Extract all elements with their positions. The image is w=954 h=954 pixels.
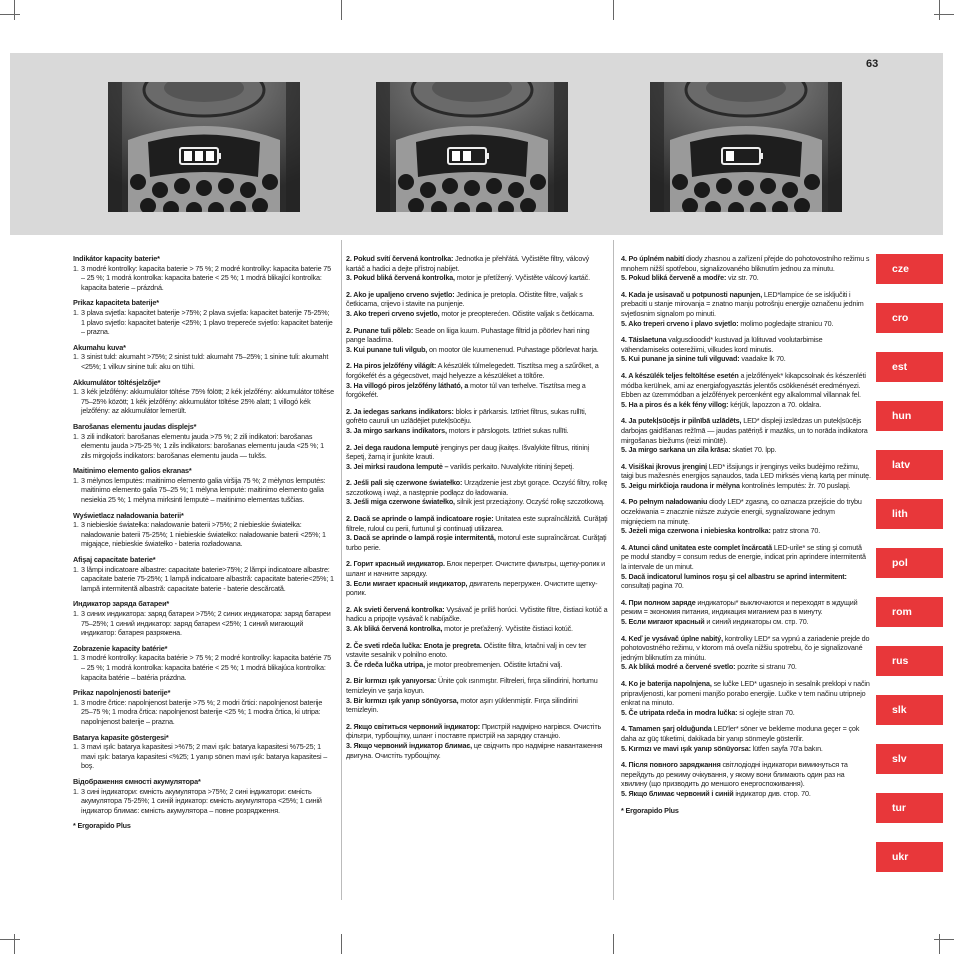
instruction-line bbox=[346, 345, 608, 355]
instruction-text: įrenginys per daug įkaitęs. Išvalykite filtrus, ritininį šepetį, žarną ir įjunkite krauti. bbox=[346, 442, 590, 462]
instruction-bold: 5. Ak bliká modré a červené svetlo: bbox=[621, 662, 736, 672]
instruction-text: світлодіодні індикатори вимикнуться та перейдуть до режиму очікування, у якому вони блимають один раз на хвилину (що призводить до меншого енергоспоживання). bbox=[621, 760, 848, 789]
list-item bbox=[73, 432, 335, 461]
instruction-paragraph bbox=[621, 462, 871, 491]
section-title: Maitinimo elemento galios ekranas* bbox=[73, 466, 192, 476]
instruction-line bbox=[621, 462, 871, 481]
crop-mark bbox=[14, 0, 15, 20]
instruction-paragraph bbox=[621, 497, 871, 535]
battery-section bbox=[73, 688, 335, 726]
instruction-bold: 3. Jeśli miga czerwone światełko, bbox=[346, 497, 455, 507]
instruction-text: consultaţi pagina 70. bbox=[621, 581, 684, 591]
language-tab-latv[interactable]: latv bbox=[876, 450, 943, 480]
item-text: 3 zili indikatori: barošanas elementu jauda >75 %; 2 zili indikatori: barošanas elementu jauda >75-25 %; 1 zils indikators: barošanas elementu jauda <25 %; 1 zils mirgojošs indikators: barošanas elementu jauda — tukšs. bbox=[81, 431, 324, 460]
instruction-text: LED-urile* se sting şi comută pe modul standby = consum redus de energie, indicat prin aprindere intermitentă la intervale de un minut. bbox=[621, 542, 866, 572]
instruction-paragraph bbox=[346, 722, 608, 760]
red-light-paragraphs bbox=[346, 254, 608, 760]
instruction-line bbox=[621, 273, 871, 283]
item-text: 3 modre črtice: napolnjenost baterije >75 %; 2 modri črtici: napolnjenost baterije 25–75 %; 1 modra črtica: napolnjenost baterije <25 %; 1 modra črtica, ki utripa: napolnjenost baterije – prazna. bbox=[81, 697, 323, 726]
item-number: 1. bbox=[73, 520, 79, 530]
instruction-line bbox=[346, 660, 608, 670]
instruction-line bbox=[346, 605, 608, 624]
instruction-line bbox=[621, 708, 871, 718]
instruction-paragraph bbox=[346, 407, 608, 436]
section-title: Prikaz kapaciteta baterije* bbox=[73, 298, 159, 308]
instruction-paragraph bbox=[621, 254, 871, 283]
section-title: Wyświetlacz naładowania baterii* bbox=[73, 510, 184, 520]
instruction-line bbox=[621, 543, 871, 572]
page-number: 63 bbox=[866, 58, 879, 70]
battery-section bbox=[73, 422, 335, 460]
item-number: 1. bbox=[73, 475, 79, 485]
crop-mark bbox=[14, 934, 15, 954]
language-tab-rom[interactable]: rom bbox=[876, 597, 943, 627]
instruction-text: Urządzenie jest zbyt gorące. Oczyść filtry, rolkę szczotkową i wąż, a następnie podłącz do ładowania. bbox=[346, 478, 608, 497]
instruction-bold: 2. Jei dega raudona lemputė bbox=[346, 442, 439, 452]
item-text: 3 сині індикатори: ємність акумулятора >75%; 2 сині індикатори: ємність акумулятора 75-25%; 1 синій індикатор: ємність акумулятора <25%; 1 синій індикатор блимає: ємність акумулятора – повне розрядження. bbox=[81, 786, 322, 815]
battery-indicator-bar bbox=[463, 151, 471, 161]
instruction-bold: 4. Keď je vysávač úplne nabitý, bbox=[621, 633, 723, 643]
instruction-paragraph bbox=[621, 416, 871, 454]
section-title: Akkumulátor töltésjelzője* bbox=[73, 377, 161, 387]
instruction-line bbox=[621, 617, 871, 627]
instruction-text: LED* išsijungs ir įrenginys veiks budėjimo režimu, taigi bus mažesnės energijos sąnaudos, tada LED mirksės vieną kartą per minutę. bbox=[621, 461, 871, 481]
instruction-bold: 5. Če utripata rdeča in modra lučka: bbox=[621, 707, 738, 717]
crop-mark bbox=[934, 14, 954, 15]
instruction-bold: 3. Dacă se aprinde o lampă roşie intermitentă, bbox=[346, 533, 496, 543]
instruction-paragraph bbox=[346, 326, 608, 355]
instruction-line bbox=[621, 598, 871, 617]
instruction-text: se lučke LED* ugasnejo in sesalnik preklopi v način pripravljenosti, kar pomeni manjšo porabo energije. Lučke v tem načinu utripnejo enkrat na minuto. bbox=[621, 678, 870, 708]
instruction-line bbox=[346, 326, 608, 345]
item-number: 1. bbox=[73, 387, 79, 397]
section-title: Відображення ємності акумулятора* bbox=[73, 776, 201, 786]
vacuum-battery-indicator-image bbox=[108, 82, 300, 212]
instruction-text: kontrolky LED* sa vypnú a zariadenie prejde do pohotovostného režimu, v ktorom má oveľa nižšiu spotrebu, čo je signalizované jedným bliknutím za minútu. bbox=[621, 633, 870, 662]
instruction-paragraph bbox=[346, 254, 608, 283]
instruction-text: bloks ir pārkarsis. Iztīriet filtrus, sukas rullīti, gofrēto cauruli un uzlādējiet putekļsūcēju. bbox=[346, 406, 587, 426]
item-number: 1. bbox=[73, 786, 79, 796]
instruction-text: Блок перегрет. Очистите фильтры, щетку-ролик и шланг и начните зарядку. bbox=[346, 559, 606, 579]
instruction-line bbox=[346, 309, 608, 319]
instruction-paragraph bbox=[621, 371, 871, 409]
battery-section bbox=[73, 644, 335, 682]
language-tab-slv[interactable]: slv bbox=[876, 744, 943, 774]
instruction-line bbox=[346, 696, 608, 715]
instruction-paragraph bbox=[621, 335, 871, 364]
instruction-line bbox=[621, 497, 871, 526]
language-tab-cro[interactable]: cro bbox=[876, 303, 943, 333]
instruction-text: skatiet 70. lpp. bbox=[730, 445, 777, 455]
instruction-paragraph bbox=[621, 634, 871, 672]
instruction-bold: 3. Bir kırmızı ışık yanıp sönüyorsa, bbox=[346, 695, 459, 705]
instruction-text: індикатор див. стор. 70. bbox=[733, 788, 811, 798]
instruction-bold: 3. Ak bliká červená kontrolka, bbox=[346, 624, 443, 633]
instruction-line bbox=[346, 514, 608, 533]
instruction-bold: 4. Visiškai įkrovus įrenginį bbox=[621, 461, 707, 471]
section-title: Barošanas elementu jaudas displejs* bbox=[73, 421, 197, 431]
instruction-line bbox=[621, 319, 871, 329]
battery-capacity-sections bbox=[73, 254, 335, 815]
instruction-bold: 2. Ja iedegas sarkans indikators: bbox=[346, 406, 454, 416]
language-tab-hun[interactable]: hun bbox=[876, 401, 943, 431]
instruction-text: A készülék túlmelegedett. Tisztítsa meg a szűrőket, a forgókefét és a gégecsövet, majd helyezze a készüléket a töltőre. bbox=[346, 361, 599, 380]
instruction-line bbox=[346, 273, 608, 283]
instruction-line bbox=[346, 407, 608, 426]
instruction-text: motor je přetížený. Vyčistěte válcový kartáč. bbox=[454, 273, 590, 283]
instruction-line bbox=[621, 789, 871, 799]
battery-indicator-bar bbox=[206, 151, 214, 161]
section-title: Prikaz napolnjenosti baterije* bbox=[73, 688, 171, 698]
list-item bbox=[73, 565, 335, 594]
instruction-text: on mootor üle kuumenenud. Puhastage põörlevat harja. bbox=[427, 344, 599, 354]
instruction-text: variklis perkaito. Nuvalykite ritininį šepetį. bbox=[448, 461, 574, 471]
language-tab-pol[interactable]: pol bbox=[876, 548, 943, 578]
battery-section bbox=[73, 343, 335, 372]
instruction-bold: 4. Po pełnym naładowaniu bbox=[621, 497, 708, 507]
instruction-text: Пристрій надмірно нагрівся. Очистіть фільтри, турбощітку, шланг і поставте пристрій на зарядку станцію. bbox=[346, 721, 602, 741]
language-tab-rus[interactable]: rus bbox=[876, 646, 943, 676]
battery-section bbox=[73, 254, 335, 292]
instruction-line bbox=[346, 624, 608, 634]
instruction-text: motorul este supraîncărcat. Curăţaţi turbo perie. bbox=[346, 533, 607, 552]
instruction-text: Seade on liiga kuum. Puhastage filtrid ja põörlev hari ning pange laadima. bbox=[346, 325, 590, 345]
list-item bbox=[73, 387, 335, 416]
item-number: 1. bbox=[73, 653, 79, 663]
instruction-bold: 2. Bir kırmızı ışık yanıyorsa: bbox=[346, 676, 437, 686]
language-tab-est[interactable]: est bbox=[876, 352, 943, 382]
item-number: 1. bbox=[73, 697, 79, 707]
instruction-paragraph bbox=[346, 290, 608, 319]
instruction-line bbox=[346, 381, 608, 400]
instruction-line bbox=[621, 662, 871, 672]
instruction-line bbox=[621, 526, 871, 536]
section-title: Индикатор заряда батареи* bbox=[73, 599, 170, 609]
instruction-line bbox=[621, 290, 871, 319]
item-text: 3 niebieskie światełka: naładowanie baterii >75%; 2 niebieskie światełka: naładowanie baterii 75-25%; 1 niebieskie światełko: naładowanie baterii <25%; 1 migające, niebieskie światełko - bateria rozładowana. bbox=[81, 520, 326, 549]
instruction-text: si oglejte stran 70. bbox=[737, 707, 795, 717]
crop-mark bbox=[0, 14, 20, 15]
instruction-text: kontrolinės lemputės: žr. 70 puslapį. bbox=[739, 480, 851, 490]
instruction-bold: 4. Tamamen şarj olduğunda bbox=[621, 724, 712, 734]
instruction-bold: 4. Kada je usisavač u potpunosti napunjen, bbox=[621, 289, 763, 299]
instruction-paragraph bbox=[346, 514, 608, 552]
instruction-bold: 3. Ha villogó piros jelzőfény látható, a bbox=[346, 380, 469, 390]
instruction-text: pozrite si stranu 70. bbox=[735, 662, 797, 672]
battery-section bbox=[73, 733, 335, 771]
instruction-paragraph bbox=[621, 724, 871, 753]
instruction-text: индикаторы* выключаются и переходят в ждущий режим = экономия питания, индикация миганием раз в минуту. bbox=[621, 597, 858, 617]
instruction-bold: 2. Якщо світиться червоний індикатор: bbox=[346, 721, 481, 731]
instruction-bold: 5. Jeżeli miga czerwona i niebieska kontrolka: bbox=[621, 526, 771, 536]
instruction-bold: 2. Punane tuli põleb: bbox=[346, 325, 414, 335]
instruction-line bbox=[621, 354, 871, 364]
instruction-paragraph bbox=[621, 760, 871, 798]
instruction-text: Jednotka je přehřátá. Vyčistěte filtry, válcový kartáč a hadici a dejte přístroj nabíjet. bbox=[346, 254, 590, 273]
section-title: Akumahu kuva* bbox=[73, 342, 126, 352]
instruction-line bbox=[621, 634, 871, 663]
instruction-line bbox=[621, 724, 871, 743]
instruction-text: motor túl van terhelve. Tisztítsa meg a forgókefét. bbox=[346, 380, 586, 400]
instruction-text: Jedinica je pretopla. Očistite filtre, valjak s četkicama, crijevo i stavite na punjenje. bbox=[346, 289, 583, 309]
instruction-bold: 4. Po úplném nabití bbox=[621, 254, 685, 263]
instruction-bold: 3. Ja mirgo sarkans indikators, bbox=[346, 425, 447, 435]
instruction-text: viz str. 70. bbox=[726, 273, 759, 283]
instruction-bold: 2. Pokud svítí červená kontrolka: bbox=[346, 254, 454, 263]
instruction-paragraph bbox=[346, 443, 608, 472]
instruction-line bbox=[346, 533, 608, 552]
crop-mark bbox=[0, 939, 20, 940]
vacuum-battery-indicator-image bbox=[376, 82, 568, 212]
instruction-text: LED*lampice će se isključiti i prebaciti u stanje mirovanja = znatno manju potrošnju energije označenu jednim svjetlosnim signalom po minuti. bbox=[621, 289, 864, 318]
list-item bbox=[73, 520, 335, 549]
instruction-text: LED* displeji izslēdzas un putekļsūcējs darbojas gaidīšanas režīmā — jaudas patēriņš ir mazāks, un to norāda indikatora mirgošanas biežums (reizi minūtē). bbox=[621, 416, 868, 445]
instruction-bold: 4. Atunci când unitatea este complet încărcată bbox=[621, 542, 773, 552]
crop-mark bbox=[934, 939, 954, 940]
instruction-text: valgusdioodid* kustuvad ja lülituvad voolutarbimise vähendamiseks ooterežiimi, vilkudes kord minutis. bbox=[621, 335, 823, 354]
list-item bbox=[73, 308, 335, 337]
instruction-paragraph bbox=[621, 679, 871, 717]
battery-indicator-bar bbox=[184, 151, 192, 161]
instruction-paragraph bbox=[621, 543, 871, 591]
instruction-paragraph bbox=[346, 605, 608, 634]
instruction-bold: 2. Ako je upaljeno crveno svjetlo: bbox=[346, 289, 455, 299]
footnote: * Ergorapido Plus bbox=[73, 821, 131, 831]
instruction-bold: 2. Ha piros jelzőfény világít: bbox=[346, 361, 437, 371]
instruction-line bbox=[346, 741, 608, 760]
battery-indicator-bars bbox=[726, 151, 734, 161]
battery-section bbox=[73, 599, 335, 637]
instruction-line bbox=[346, 497, 608, 507]
instruction-line bbox=[346, 462, 608, 472]
full-charge-column bbox=[621, 254, 871, 815]
instruction-text: LED'ler* söner ve bekleme moduna geçer = çok daha az güç tüketimi, dakikada bir yanıp sönmeyle gösterilir. bbox=[621, 724, 860, 743]
crop-mark bbox=[939, 934, 940, 954]
crop-mark bbox=[613, 0, 614, 20]
instruction-bold: 3. Pokud bliká červená kontrolka, bbox=[346, 273, 455, 283]
instruction-text: diody zhasnou a zařízení přejde do pohotovostního režimu s mnohem nižší spotřebou, signalizovaného bliknutím jednou za minutu. bbox=[621, 254, 870, 273]
instruction-paragraph bbox=[346, 676, 608, 714]
instruction-bold: 5. Якщо блимає червоний і синій bbox=[621, 788, 734, 798]
instruction-bold: 5. Pokud bliká červeně a modře: bbox=[621, 273, 727, 283]
instruction-text: двигатель перегружен. Очистите щетку-ролик. bbox=[346, 578, 598, 598]
instruction-paragraph bbox=[346, 559, 608, 597]
instruction-bold: 3. Ako treperi crveno svjetlo, bbox=[346, 308, 440, 318]
vacuum-battery-indicator-image bbox=[650, 82, 842, 212]
list-item bbox=[73, 787, 335, 816]
item-number: 1. bbox=[73, 431, 79, 441]
instruction-text: motor je preopterećen. Očistite valjak s četkicama. bbox=[439, 308, 595, 318]
instruction-line bbox=[621, 416, 871, 445]
list-item bbox=[73, 742, 335, 771]
instruction-text: silnik jest przeciążony. Oczyść rolkę szczotkową. bbox=[454, 497, 605, 507]
item-text: 3 sinist tuld: akumaht >75%; 2 sinist tuld: akumaht 75–25%; 1 sinine tuli: akumaht <25%; 1 vilkuv sinine tuli: aku on tühi. bbox=[81, 352, 329, 371]
instruction-text: patrz strona 70. bbox=[770, 526, 821, 536]
instruction-bold: 5. Kırmızı ve mavi ışık yanıp sönüyorsa: bbox=[621, 743, 751, 753]
instruction-paragraph bbox=[621, 598, 871, 627]
section-title: Afişaj capacitate baterie* bbox=[73, 555, 156, 565]
item-number: 1. bbox=[73, 352, 79, 362]
instruction-text: motors ir pārslogots. Iztīriet sukas rullīti. bbox=[446, 425, 569, 435]
crop-mark bbox=[341, 0, 342, 20]
instruction-text: je motor preobremenjen. Očistite krtačni valj. bbox=[424, 659, 563, 669]
red-light-column bbox=[346, 254, 608, 767]
full-charge-paragraphs bbox=[621, 254, 871, 799]
footnote: * Ergorapido Plus bbox=[621, 805, 679, 815]
item-text: 3 синих индикатора: заряд батареи >75%; 2 синих индикатора: заряд батареи 75–25%; 1 синий индикатор: заряд батареи <25%; 1 синий мигающий индикатор: батарея разряжена. bbox=[81, 609, 331, 638]
instruction-text: Unitatea este supraîncălzită. Curăţaţi filtrele, ruloul cu perii, furtunul şi continuaţi utilizarea. bbox=[346, 514, 608, 533]
instruction-bold: 5. Ha a piros és a kék fény villog: bbox=[621, 399, 729, 409]
instruction-paragraph bbox=[346, 478, 608, 507]
instruction-line bbox=[346, 361, 608, 380]
instruction-bold: 3. Kui punane tuli vilgub, bbox=[346, 344, 428, 354]
battery-section bbox=[73, 298, 335, 336]
battery-section bbox=[73, 466, 335, 504]
instruction-bold: 5. Kui punane ja sinine tuli vilguvad: bbox=[621, 354, 740, 364]
instruction-paragraph bbox=[346, 361, 608, 399]
language-tab-cze[interactable]: cze bbox=[876, 254, 943, 284]
list-item bbox=[73, 352, 335, 371]
instruction-bold: 5. Ako treperi crveno i plavo svjetlo: bbox=[621, 318, 739, 328]
item-text: 3 mėlynos lemputės: maitinimo elemento galia viršija 75 %; 2 mėlynos lemputės: maitinimo elemento galia 75–25 %; 1 mėlyna lemputė: maitinimo elemento galia nesiekia 25 %; 1 mėlyna mirksinti lemputė – maitinimo elementas tuščias. bbox=[81, 475, 326, 505]
instruction-line bbox=[346, 290, 608, 309]
item-number: 1. bbox=[73, 307, 79, 317]
crop-mark bbox=[341, 934, 342, 954]
instruction-line bbox=[621, 400, 871, 410]
instruction-text: vaadake lk 70. bbox=[739, 354, 786, 364]
battery-section bbox=[73, 511, 335, 549]
instruction-bold: 3. Če rdeča lučka utripa, bbox=[346, 659, 425, 669]
instruction-bold: 5. Jeigu mirkčioja raudona ir mėlyna bbox=[621, 480, 740, 490]
instruction-text: Ünite çok ısınmıştır. Filtreleri, fırça silindirini, hortumu temizleyin ve şarja koyun. bbox=[346, 676, 598, 695]
battery-section bbox=[73, 555, 335, 593]
instruction-line bbox=[621, 445, 871, 455]
item-text: 3 modré kontrolky: kapacita baterie > 75 %; 2 modré kontrolky: kapacita baterie 75 – 25 %; 1 modrá kontrolka: kapacita baterie < 25 %; 1 modrá blikající kontrolka: kapacita baterie – prázdná. bbox=[81, 263, 331, 292]
instruction-text: kérjük, lapozzon a 70. oldalra. bbox=[728, 399, 822, 409]
column-divider bbox=[613, 240, 614, 900]
battery-section bbox=[73, 777, 335, 815]
instruction-bold: 5. Если мигают красный bbox=[621, 617, 705, 626]
instruction-text: lütfen sayfa 70'a bakın. bbox=[750, 743, 823, 753]
instruction-text: diody LED* zgasną, co oznacza przejście do trybu oczekiwania = znacznie niższe zużycie energii, sygnalizowane jednym mignięciem na minutę. bbox=[621, 497, 862, 526]
list-item bbox=[73, 264, 335, 293]
instruction-bold: 4. При полном заряде bbox=[621, 597, 696, 607]
instruction-text: и синий индикаторы см. стр. 70. bbox=[704, 617, 809, 626]
battery-capacity-column bbox=[73, 254, 335, 831]
instruction-line bbox=[621, 335, 871, 354]
instruction-bold: 5. Dacă indicatorul luminos roşu şi cel albastru se aprind intermitent: bbox=[621, 571, 847, 581]
instruction-line bbox=[346, 426, 608, 436]
instruction-line bbox=[346, 579, 608, 598]
instruction-bold: 2. Jeśli pali się czerwone światełko: bbox=[346, 478, 463, 488]
instruction-bold: 5. Ja mirgo sarkana un zila krāsa: bbox=[621, 445, 731, 455]
item-number: 1. bbox=[73, 742, 79, 752]
instruction-bold: 4. A készülék teljes feltöltése esetén bbox=[621, 370, 739, 380]
list-item bbox=[73, 653, 335, 682]
item-text: 3 plava svjetla: kapacitet baterije >75%; 2 plava svjetla: kapacitet baterije 75-25%; 1 plavo svjetlo: kapacitet baterije <25%; 1 plavo treperеće svjetlo: kapacitet baterije – prazna. bbox=[81, 307, 333, 337]
instruction-line bbox=[621, 481, 871, 491]
item-text: 3 modré kontrolky: kapacita batérie > 75 %; 2 modré kontrolky: kapacita batérie 75 – 25 %; 1 modrá kontrolka: kapacita batérie < 25 %; 1 modrá blikajúca kontrolka: kapacita batérie – batéria prázdna. bbox=[81, 653, 331, 682]
instruction-text: molimo pogledajte stranicu 70. bbox=[738, 318, 834, 328]
instruction-text: Vysávač je príliš horúci. Vyčistite filtre, čistiaci kotúč a hadicu a pripojte vysávač k nabíjačke. bbox=[346, 604, 608, 624]
product-photo-1-indicator bbox=[650, 82, 842, 212]
crop-mark bbox=[613, 934, 614, 954]
instruction-bold: 2. Горит красный индикатор. bbox=[346, 559, 445, 569]
column-divider bbox=[341, 240, 342, 900]
instruction-line bbox=[346, 254, 608, 273]
battery-indicator-bar bbox=[452, 151, 460, 161]
item-text: 3 kék jelzőfény: akkumulátor töltése 75% fölött; 2 kék jelzőfény: akkumulátor töltése 75–25% között; 1 kék jelzőfény: akkumulátor töltése 25% alatt; 1 villogó kék jelzőfény: az akkumulátor lemerült. bbox=[81, 387, 334, 416]
instruction-bold: 2. Če sveti rdeča lučka: Enota je pregreta. bbox=[346, 640, 482, 650]
product-photo-3-indicators bbox=[108, 82, 300, 212]
language-tab-lith[interactable]: lith bbox=[876, 499, 943, 529]
instruction-bold: 3. Jei mirksi raudona lemputė – bbox=[346, 461, 449, 471]
instruction-bold: 4. Після повного заряджання bbox=[621, 760, 721, 770]
instruction-text: a jelzőfények* kikapcsolnak és készenléti módba kerülnek, ami az energiafogyasztás jelentős csökkenését eredményezi. Ebben az üzemmódban a jelzőfények percenként egy alkalommal villannak fel. bbox=[621, 370, 866, 400]
list-item bbox=[73, 609, 335, 638]
battery-indicator-bar bbox=[726, 151, 734, 161]
instruction-line bbox=[346, 478, 608, 497]
instruction-bold: 2. Ak svieti červená kontrolka: bbox=[346, 604, 445, 614]
section-title: Indikátor kapacity baterie* bbox=[73, 254, 160, 263]
instruction-text: Očistite filtra, krtačni valj in cev ter vstavite sesalnik v polnilno enoto. bbox=[346, 640, 587, 660]
instruction-paragraph bbox=[621, 290, 871, 328]
item-text: 3 mavi ışık: batarya kapasitesi >%75; 2 mavi ışık: batarya kapasitesi %75-25; 1 mavi ışık: batarya kapasitesi <%25; 1 yanıp sönen mavi ışık: batarya kapasitesi – boş. bbox=[81, 742, 328, 771]
item-number: 1. bbox=[73, 564, 79, 574]
instruction-paragraph bbox=[346, 641, 608, 670]
section-title: Zobrazenie kapacity batérie* bbox=[73, 643, 168, 653]
instruction-line bbox=[621, 254, 871, 273]
item-text: 3 lămpi indicatoare albastre: capacitate baterie>75%; 2 lămpi indicatoare albastre: capacitate baterie 75-25%; 1 lampă indicatoare albastră: capacitate baterie<25%; 1 lampă intermitentă albastră: capacitate baterie - baterie descărcată. bbox=[81, 564, 334, 593]
instruction-bold: 2. Dacă se aprinde o lampă indicatoare roşie: bbox=[346, 514, 494, 524]
instruction-line bbox=[346, 641, 608, 660]
instruction-line bbox=[346, 676, 608, 695]
item-number: 1. bbox=[73, 609, 79, 618]
language-tab-tur[interactable]: tur bbox=[876, 793, 943, 823]
battery-indicator-bars bbox=[184, 151, 214, 161]
crop-mark bbox=[939, 0, 940, 20]
battery-indicator-bar bbox=[195, 151, 203, 161]
instruction-text: motor aşırı yüklenmiştir. Fırça silindirini temizleyin. bbox=[346, 695, 578, 715]
product-photo-2-indicators bbox=[376, 82, 568, 212]
instruction-line bbox=[621, 371, 871, 400]
instruction-line bbox=[621, 572, 871, 591]
instruction-bold: 4. Ko je baterija napolnjena, bbox=[621, 678, 712, 688]
instruction-line bbox=[621, 744, 871, 754]
section-title: Batarya kapasite göstergesi* bbox=[73, 732, 169, 742]
item-number: 1. bbox=[73, 263, 79, 273]
instruction-line bbox=[346, 443, 608, 462]
instruction-bold: 3. Якщо червоний індикатор блимає, bbox=[346, 740, 473, 750]
instruction-line bbox=[346, 722, 608, 741]
list-item bbox=[73, 698, 335, 727]
instruction-line bbox=[621, 760, 871, 789]
instruction-line bbox=[621, 679, 871, 708]
language-tab-slk[interactable]: slk bbox=[876, 695, 943, 725]
instruction-text: motor je preťažený. Vyčistite čistiaci kotúč. bbox=[442, 624, 573, 633]
list-item bbox=[73, 476, 335, 505]
instruction-bold: 3. Если мигает красный индикатор, bbox=[346, 578, 468, 588]
instruction-line bbox=[346, 559, 608, 578]
language-tab-ukr[interactable]: ukr bbox=[876, 842, 943, 872]
instruction-text: це свідчить про надмірне навантаження двигуна. Очистіть турбощітку. bbox=[346, 740, 603, 760]
instruction-bold: 4. Täislaetuna bbox=[621, 335, 667, 345]
battery-section bbox=[73, 378, 335, 416]
instruction-bold: 4. Ja putekļsūcējs ir pilnībā uzlādēts, bbox=[621, 416, 742, 426]
